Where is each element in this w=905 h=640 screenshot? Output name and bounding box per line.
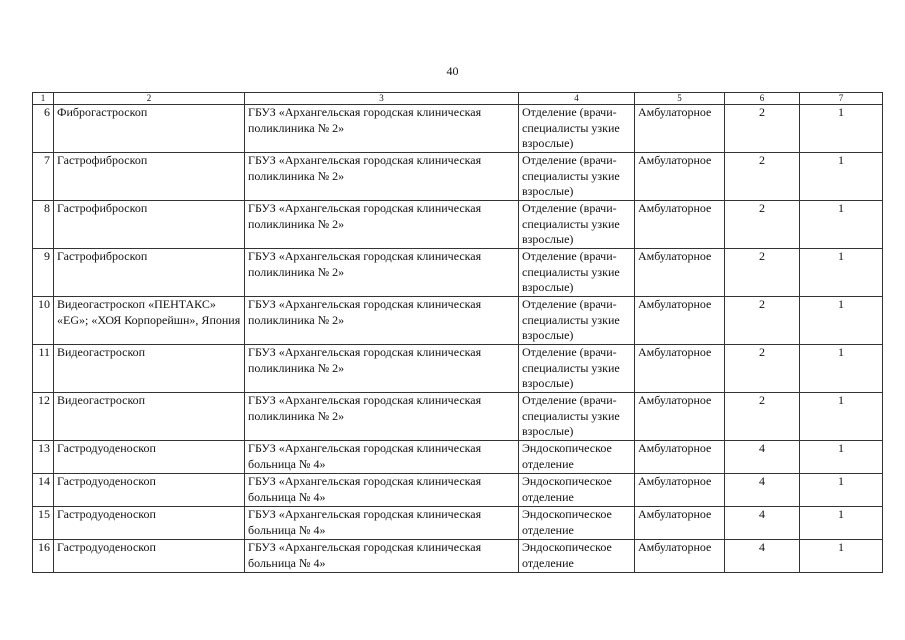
- organization-cell: ГБУЗ «Архангельская городская клиническая поликлиника № 2»: [245, 153, 519, 201]
- table-row: [33, 393, 883, 441]
- organization-cell: ГБУЗ «Архангельская городская клиническая поликлиника № 2»: [245, 249, 519, 297]
- table-row: [33, 249, 883, 297]
- column-6-value-cell: 2: [725, 249, 800, 297]
- row-number-cell: 16: [33, 540, 54, 573]
- care-type-cell: Амбулаторное: [635, 249, 725, 297]
- organization-cell: ГБУЗ «Архангельская городская клиническая больница № 4»: [245, 474, 519, 507]
- department-cell: Отделение (врачи-специалисты узкие взрослые): [519, 345, 635, 393]
- table-row: [33, 507, 883, 540]
- organization-cell: ГБУЗ «Архангельская городская клиническая поликлиника № 2»: [245, 393, 519, 441]
- row-number-cell: 15: [33, 507, 54, 540]
- care-type-cell: Амбулаторное: [635, 297, 725, 345]
- device-name-cell: Видеогастроскоп: [54, 345, 245, 393]
- column-7-value-cell: 1: [800, 201, 883, 249]
- column-6-value-cell: 4: [725, 540, 800, 573]
- column-6-value-cell: 2: [725, 345, 800, 393]
- table-row: [33, 105, 883, 153]
- department-cell: Отделение (врачи-специалисты узкие взрослые): [519, 249, 635, 297]
- department-cell: Отделение (врачи-специалисты узкие взрослые): [519, 153, 635, 201]
- care-type-cell: Амбулаторное: [635, 507, 725, 540]
- care-type-cell: Амбулаторное: [635, 474, 725, 507]
- column-7-value-cell: 1: [800, 540, 883, 573]
- device-name-cell: Гастрофиброскоп: [54, 201, 245, 249]
- row-number-cell: 6: [33, 105, 54, 153]
- row-number-cell: 9: [33, 249, 54, 297]
- column-6-value-cell: 2: [725, 201, 800, 249]
- department-cell: Отделение (врачи-специалисты узкие взрослые): [519, 297, 635, 345]
- column-6-value-cell: 2: [725, 153, 800, 201]
- column-7-value-cell: 1: [800, 153, 883, 201]
- column-7-value-cell: 1: [800, 441, 883, 474]
- column-header: 1: [33, 93, 54, 105]
- row-number-cell: 14: [33, 474, 54, 507]
- care-type-cell: Амбулаторное: [635, 345, 725, 393]
- column-7-value-cell: 1: [800, 393, 883, 441]
- device-name-cell: Видеогастроскоп «ПЕНТАКС» «EG»; «ХОЯ Корпорейшн», Япония: [54, 297, 245, 345]
- organization-cell: ГБУЗ «Архангельская городская клиническая поликлиника № 2»: [245, 297, 519, 345]
- row-number-cell: 10: [33, 297, 54, 345]
- table-row: [33, 441, 883, 474]
- row-number-cell: 7: [33, 153, 54, 201]
- column-7-value-cell: 1: [800, 474, 883, 507]
- column-7-value-cell: 1: [800, 345, 883, 393]
- column-6-value-cell: 4: [725, 507, 800, 540]
- organization-cell: ГБУЗ «Архангельская городская клиническая поликлиника № 2»: [245, 201, 519, 249]
- equipment-table: [32, 92, 883, 573]
- organization-cell: ГБУЗ «Архангельская городская клиническая больница № 4»: [245, 441, 519, 474]
- column-6-value-cell: 2: [725, 393, 800, 441]
- column-7-value-cell: 1: [800, 105, 883, 153]
- column-header: 5: [635, 93, 725, 105]
- care-type-cell: Амбулаторное: [635, 105, 725, 153]
- row-number-cell: 8: [33, 201, 54, 249]
- column-6-value-cell: 4: [725, 441, 800, 474]
- column-header: 6: [725, 93, 800, 105]
- department-cell: Эндоскопическое отделение: [519, 441, 635, 474]
- department-cell: Отделение (врачи-специалисты узкие взрослые): [519, 393, 635, 441]
- care-type-cell: Амбулаторное: [635, 201, 725, 249]
- device-name-cell: Гастродуоденоскоп: [54, 540, 245, 573]
- column-7-value-cell: 1: [800, 249, 883, 297]
- device-name-cell: Гастродуоденоскоп: [54, 474, 245, 507]
- table-row: [33, 297, 883, 345]
- column-6-value-cell: 2: [725, 105, 800, 153]
- care-type-cell: Амбулаторное: [635, 393, 725, 441]
- care-type-cell: Амбулаторное: [635, 540, 725, 573]
- column-7-value-cell: 1: [800, 507, 883, 540]
- row-number-cell: 11: [33, 345, 54, 393]
- row-number-cell: 12: [33, 393, 54, 441]
- organization-cell: ГБУЗ «Архангельская городская клиническая больница № 4»: [245, 507, 519, 540]
- column-6-value-cell: 4: [725, 474, 800, 507]
- device-name-cell: Гастродуоденоскоп: [54, 507, 245, 540]
- column-7-value-cell: 1: [800, 297, 883, 345]
- page-number: 40: [446, 64, 459, 78]
- column-header: 7: [800, 93, 883, 105]
- device-name-cell: Гастродуоденоскоп: [54, 441, 245, 474]
- device-name-cell: Гастрофиброскоп: [54, 153, 245, 201]
- device-name-cell: Фиброгастроскоп: [54, 105, 245, 153]
- organization-cell: ГБУЗ «Архангельская городская клиническая больница № 4»: [245, 540, 519, 573]
- table-row: [33, 153, 883, 201]
- device-name-cell: Гастрофиброскоп: [54, 249, 245, 297]
- organization-cell: ГБУЗ «Архангельская городская клиническая поликлиника № 2»: [245, 105, 519, 153]
- care-type-cell: Амбулаторное: [635, 441, 725, 474]
- table-row: [33, 345, 883, 393]
- department-cell: Эндоскопическое отделение: [519, 540, 635, 573]
- column-header: 3: [245, 93, 519, 105]
- table-row: [33, 474, 883, 507]
- department-cell: Эндоскопическое отделение: [519, 507, 635, 540]
- column-6-value-cell: 2: [725, 297, 800, 345]
- table-row: [33, 540, 883, 573]
- row-number-cell: 13: [33, 441, 54, 474]
- department-cell: Отделение (врачи-специалисты узкие взрослые): [519, 105, 635, 153]
- device-name-cell: Видеогастроскоп: [54, 393, 245, 441]
- table-row: [33, 201, 883, 249]
- organization-cell: ГБУЗ «Архангельская городская клиническая поликлиника № 2»: [245, 345, 519, 393]
- department-cell: Отделение (врачи-специалисты узкие взрослые): [519, 201, 635, 249]
- table-body: [33, 93, 883, 573]
- column-header: 4: [519, 93, 635, 105]
- department-cell: Эндоскопическое отделение: [519, 474, 635, 507]
- table-header-row: [33, 93, 883, 105]
- care-type-cell: Амбулаторное: [635, 153, 725, 201]
- column-header: 2: [54, 93, 245, 105]
